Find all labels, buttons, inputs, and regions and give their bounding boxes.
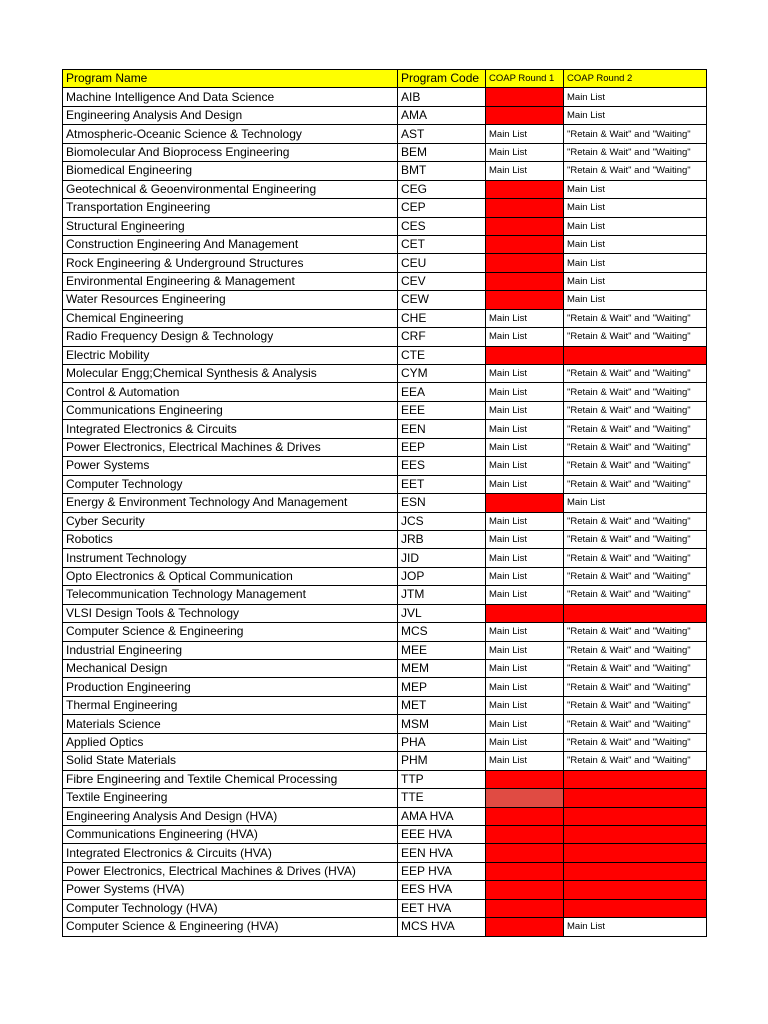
program-code-cell: ESN	[398, 494, 486, 512]
program-name-cell: Machine Intelligence And Data Science	[63, 88, 398, 106]
coap-round-2-cell: "Retain & Wait" and "Waiting"	[564, 567, 707, 585]
coap-round-2-cell: "Retain & Wait" and "Waiting"	[564, 512, 707, 530]
table-row	[63, 217, 707, 235]
program-code-cell: MEP	[398, 678, 486, 696]
program-code-cell: AIB	[398, 88, 486, 106]
coap-round-2-cell: Main List	[564, 254, 707, 272]
table-row	[63, 106, 707, 124]
table-row	[63, 881, 707, 899]
coap-round-1-cell: Main List	[486, 641, 564, 659]
program-name-cell: Applied Optics	[63, 733, 398, 751]
coap-round-1-cell	[486, 862, 564, 880]
program-code-cell: MCS	[398, 623, 486, 641]
program-name-cell: Engineering Analysis And Design	[63, 106, 398, 124]
coap-round-2-cell: "Retain & Wait" and "Waiting"	[564, 420, 707, 438]
table-body	[63, 88, 707, 936]
program-code-cell: JTM	[398, 586, 486, 604]
program-code-cell: EET HVA	[398, 899, 486, 917]
header-program-code: Program Code	[398, 70, 486, 88]
table-row	[63, 346, 707, 364]
program-code-cell: JCS	[398, 512, 486, 530]
program-name-cell: Electric Mobility	[63, 346, 398, 364]
program-code-cell: EEN	[398, 420, 486, 438]
program-name-cell: Construction Engineering And Management	[63, 235, 398, 253]
coap-round-2-cell: "Retain & Wait" and "Waiting"	[564, 530, 707, 548]
program-code-cell: PHA	[398, 733, 486, 751]
coap-round-1-cell: Main List	[486, 328, 564, 346]
program-code-cell: EEP	[398, 438, 486, 456]
coap-round-2-cell	[564, 770, 707, 788]
coap-round-1-cell	[486, 217, 564, 235]
coap-round-2-cell: Main List	[564, 180, 707, 198]
table-row	[63, 199, 707, 217]
coap-round-2-cell: Main List	[564, 272, 707, 290]
coap-round-1-cell	[486, 899, 564, 917]
coap-round-1-cell: Main List	[486, 567, 564, 585]
table-row	[63, 918, 707, 936]
table-row	[63, 235, 707, 253]
coap-round-2-cell	[564, 825, 707, 843]
coap-round-2-cell: "Retain & Wait" and "Waiting"	[564, 143, 707, 161]
coap-round-2-cell	[564, 899, 707, 917]
program-name-cell: Chemical Engineering	[63, 309, 398, 327]
program-name-cell: Power Systems (HVA)	[63, 881, 398, 899]
table-row	[63, 567, 707, 585]
table-row	[63, 162, 707, 180]
program-code-cell: MEE	[398, 641, 486, 659]
table-row	[63, 272, 707, 290]
coap-round-2-cell	[564, 881, 707, 899]
coap-round-2-cell: "Retain & Wait" and "Waiting"	[564, 457, 707, 475]
coap-round-2-cell: Main List	[564, 217, 707, 235]
table-row	[63, 623, 707, 641]
table-row	[63, 401, 707, 419]
program-name-cell: Transportation Engineering	[63, 199, 398, 217]
header-program-name: Program Name	[63, 70, 398, 88]
program-code-cell: MSM	[398, 715, 486, 733]
coap-round-1-cell: Main List	[486, 733, 564, 751]
coap-round-1-cell: Main List	[486, 365, 564, 383]
coap-round-1-cell	[486, 825, 564, 843]
table-row	[63, 494, 707, 512]
table-row	[63, 862, 707, 880]
coap-round-2-cell: "Retain & Wait" and "Waiting"	[564, 696, 707, 714]
coap-round-1-cell	[486, 604, 564, 622]
coap-round-1-cell: Main List	[486, 549, 564, 567]
coap-round-2-cell: Main List	[564, 291, 707, 309]
coap-round-1-cell: Main List	[486, 401, 564, 419]
coap-round-2-cell	[564, 807, 707, 825]
coap-round-2-cell: "Retain & Wait" and "Waiting"	[564, 125, 707, 143]
header-coap-round-2: COAP Round 2	[564, 70, 707, 88]
program-name-cell: Opto Electronics & Optical Communication	[63, 567, 398, 585]
program-name-cell: Production Engineering	[63, 678, 398, 696]
coap-round-1-cell: Main List	[486, 457, 564, 475]
program-code-cell: EEP HVA	[398, 862, 486, 880]
table-row	[63, 789, 707, 807]
coap-round-1-cell: Main List	[486, 512, 564, 530]
coap-round-1-cell	[486, 199, 564, 217]
coap-round-1-cell: Main List	[486, 696, 564, 714]
program-code-cell: CEU	[398, 254, 486, 272]
header-row	[63, 70, 707, 88]
coap-round-1-cell	[486, 918, 564, 936]
program-code-cell: JRB	[398, 530, 486, 548]
coap-round-1-cell	[486, 881, 564, 899]
coap-round-1-cell: Main List	[486, 678, 564, 696]
program-code-cell: AMA	[398, 106, 486, 124]
coap-round-1-cell	[486, 844, 564, 862]
program-code-cell: CEW	[398, 291, 486, 309]
coap-round-1-cell	[486, 272, 564, 290]
program-name-cell: Thermal Engineering	[63, 696, 398, 714]
coap-round-2-cell: "Retain & Wait" and "Waiting"	[564, 365, 707, 383]
program-name-cell: Solid State Materials	[63, 752, 398, 770]
program-code-cell: MCS HVA	[398, 918, 486, 936]
program-name-cell: Textile Engineering	[63, 789, 398, 807]
program-code-cell: EEA	[398, 383, 486, 401]
coap-round-1-cell: Main List	[486, 438, 564, 456]
coap-round-2-cell: "Retain & Wait" and "Waiting"	[564, 752, 707, 770]
program-code-cell: JID	[398, 549, 486, 567]
program-name-cell: Control & Automation	[63, 383, 398, 401]
program-code-cell: CTE	[398, 346, 486, 364]
coap-round-2-cell: "Retain & Wait" and "Waiting"	[564, 383, 707, 401]
coap-round-2-cell: "Retain & Wait" and "Waiting"	[564, 549, 707, 567]
program-name-cell: Robotics	[63, 530, 398, 548]
header-coap-round-1: COAP Round 1	[486, 70, 564, 88]
table-row	[63, 549, 707, 567]
coap-round-2-cell	[564, 789, 707, 807]
coap-round-2-cell: "Retain & Wait" and "Waiting"	[564, 586, 707, 604]
program-code-cell: EES HVA	[398, 881, 486, 899]
coap-round-1-cell	[486, 88, 564, 106]
coap-round-2-cell: Main List	[564, 235, 707, 253]
table-row	[63, 254, 707, 272]
coap-round-1-cell: Main List	[486, 715, 564, 733]
program-code-cell: CYM	[398, 365, 486, 383]
program-name-cell: Materials Science	[63, 715, 398, 733]
program-code-cell: CEV	[398, 272, 486, 290]
table-row	[63, 678, 707, 696]
program-name-cell: Computer Science & Engineering	[63, 623, 398, 641]
program-code-cell: CET	[398, 235, 486, 253]
program-name-cell: Integrated Electronics & Circuits	[63, 420, 398, 438]
table-row	[63, 530, 707, 548]
program-name-cell: Environmental Engineering & Management	[63, 272, 398, 290]
program-code-cell: BMT	[398, 162, 486, 180]
program-code-cell: EEE HVA	[398, 825, 486, 843]
coap-round-1-cell: Main List	[486, 660, 564, 678]
table-row	[63, 383, 707, 401]
table-row	[63, 604, 707, 622]
coap-round-2-cell: "Retain & Wait" and "Waiting"	[564, 733, 707, 751]
program-name-cell: Integrated Electronics & Circuits (HVA)	[63, 844, 398, 862]
program-code-cell: EEE	[398, 401, 486, 419]
coap-round-1-cell: Main List	[486, 752, 564, 770]
table-row	[63, 88, 707, 106]
coap-round-1-cell: Main List	[486, 125, 564, 143]
coap-round-2-cell: "Retain & Wait" and "Waiting"	[564, 641, 707, 659]
coap-round-2-cell: Main List	[564, 918, 707, 936]
coap-round-1-cell	[486, 106, 564, 124]
coap-round-2-cell	[564, 844, 707, 862]
program-code-cell: EEN HVA	[398, 844, 486, 862]
coap-round-1-cell: Main List	[486, 143, 564, 161]
coap-round-1-cell	[486, 770, 564, 788]
program-code-cell: PHM	[398, 752, 486, 770]
coap-round-2-cell: "Retain & Wait" and "Waiting"	[564, 328, 707, 346]
program-code-cell: CRF	[398, 328, 486, 346]
program-code-cell: EET	[398, 475, 486, 493]
coap-round-1-cell	[486, 235, 564, 253]
coap-round-2-cell: Main List	[564, 199, 707, 217]
program-code-cell: CHE	[398, 309, 486, 327]
table-row	[63, 512, 707, 530]
coap-round-1-cell: Main List	[486, 586, 564, 604]
coap-round-2-cell	[564, 604, 707, 622]
coap-round-2-cell	[564, 346, 707, 364]
table-row	[63, 143, 707, 161]
table-row	[63, 696, 707, 714]
program-name-cell: Computer Technology (HVA)	[63, 899, 398, 917]
coap-round-2-cell: "Retain & Wait" and "Waiting"	[564, 660, 707, 678]
program-code-cell: AMA HVA	[398, 807, 486, 825]
program-code-cell: BEM	[398, 143, 486, 161]
table-row	[63, 733, 707, 751]
program-name-cell: Fibre Engineering and Textile Chemical Processing	[63, 770, 398, 788]
program-name-cell: Industrial Engineering	[63, 641, 398, 659]
coap-round-2-cell: Main List	[564, 494, 707, 512]
program-name-cell: Biomedical Engineering	[63, 162, 398, 180]
table-row	[63, 438, 707, 456]
table-row	[63, 752, 707, 770]
coap-round-2-cell: "Retain & Wait" and "Waiting"	[564, 401, 707, 419]
coap-round-2-cell: "Retain & Wait" and "Waiting"	[564, 162, 707, 180]
program-code-cell: TTE	[398, 789, 486, 807]
program-name-cell: Communications Engineering	[63, 401, 398, 419]
program-name-cell: Engineering Analysis And Design (HVA)	[63, 807, 398, 825]
coap-round-2-cell	[564, 862, 707, 880]
program-code-cell: JOP	[398, 567, 486, 585]
program-code-cell: TTP	[398, 770, 486, 788]
coap-round-2-cell: "Retain & Wait" and "Waiting"	[564, 475, 707, 493]
table-row	[63, 365, 707, 383]
table-row	[63, 715, 707, 733]
program-code-cell: MET	[398, 696, 486, 714]
coap-round-1-cell	[486, 254, 564, 272]
program-name-cell: Structural Engineering	[63, 217, 398, 235]
table-row	[63, 125, 707, 143]
program-name-cell: Biomolecular And Bioprocess Engineering	[63, 143, 398, 161]
table-row	[63, 770, 707, 788]
table-row	[63, 825, 707, 843]
program-name-cell: Atmospheric-Oceanic Science & Technology	[63, 125, 398, 143]
program-code-cell: AST	[398, 125, 486, 143]
coap-round-1-cell	[486, 291, 564, 309]
coap-round-1-cell: Main List	[486, 309, 564, 327]
table-row	[63, 309, 707, 327]
program-name-cell: Mechanical Design	[63, 660, 398, 678]
coap-round-2-cell: "Retain & Wait" and "Waiting"	[564, 438, 707, 456]
program-name-cell: Power Systems	[63, 457, 398, 475]
program-code-cell: CES	[398, 217, 486, 235]
program-name-cell: Geotechnical & Geoenvironmental Engineering	[63, 180, 398, 198]
table-row	[63, 899, 707, 917]
table-row	[63, 328, 707, 346]
table-row	[63, 475, 707, 493]
program-name-cell: Communications Engineering (HVA)	[63, 825, 398, 843]
program-code-cell: EES	[398, 457, 486, 475]
coap-round-1-cell	[486, 494, 564, 512]
program-name-cell: Water Resources Engineering	[63, 291, 398, 309]
coap-round-1-cell: Main List	[486, 420, 564, 438]
table-row	[63, 660, 707, 678]
program-code-cell: MEM	[398, 660, 486, 678]
coap-round-1-cell: Main List	[486, 623, 564, 641]
table-row	[63, 180, 707, 198]
coap-round-1-cell	[486, 180, 564, 198]
coap-round-1-cell: Main List	[486, 475, 564, 493]
coap-round-2-cell: "Retain & Wait" and "Waiting"	[564, 623, 707, 641]
table-row	[63, 420, 707, 438]
coap-round-2-cell: Main List	[564, 88, 707, 106]
program-name-cell: Cyber Security	[63, 512, 398, 530]
coap-round-2-cell: "Retain & Wait" and "Waiting"	[564, 678, 707, 696]
table-row	[63, 291, 707, 309]
table-row	[63, 457, 707, 475]
coap-round-1-cell	[486, 346, 564, 364]
coap-round-1-cell: Main List	[486, 162, 564, 180]
coap-round-1-cell: Main List	[486, 383, 564, 401]
coap-table	[62, 69, 707, 937]
program-name-cell: Molecular Engg;Chemical Synthesis & Analysis	[63, 365, 398, 383]
table-row	[63, 807, 707, 825]
coap-round-2-cell: "Retain & Wait" and "Waiting"	[564, 715, 707, 733]
program-name-cell: Power Electronics, Electrical Machines & Drives (HVA)	[63, 862, 398, 880]
program-name-cell: Rock Engineering & Underground Structures	[63, 254, 398, 272]
program-name-cell: Radio Frequency Design & Technology	[63, 328, 398, 346]
coap-round-2-cell: "Retain & Wait" and "Waiting"	[564, 309, 707, 327]
program-name-cell: Telecommunication Technology Management	[63, 586, 398, 604]
coap-round-1-cell	[486, 807, 564, 825]
program-name-cell: VLSI Design Tools & Technology	[63, 604, 398, 622]
program-name-cell: Power Electronics, Electrical Machines & Drives	[63, 438, 398, 456]
program-name-cell: Computer Science & Engineering (HVA)	[63, 918, 398, 936]
coap-round-1-cell: Main List	[486, 530, 564, 548]
program-name-cell: Energy & Environment Technology And Management	[63, 494, 398, 512]
program-code-cell: JVL	[398, 604, 486, 622]
program-name-cell: Instrument Technology	[63, 549, 398, 567]
coap-round-1-cell	[486, 789, 564, 807]
program-code-cell: CEP	[398, 199, 486, 217]
program-code-cell: CEG	[398, 180, 486, 198]
table-row	[63, 641, 707, 659]
table-row	[63, 586, 707, 604]
coap-round-2-cell: Main List	[564, 106, 707, 124]
table-row	[63, 844, 707, 862]
program-name-cell: Computer Technology	[63, 475, 398, 493]
